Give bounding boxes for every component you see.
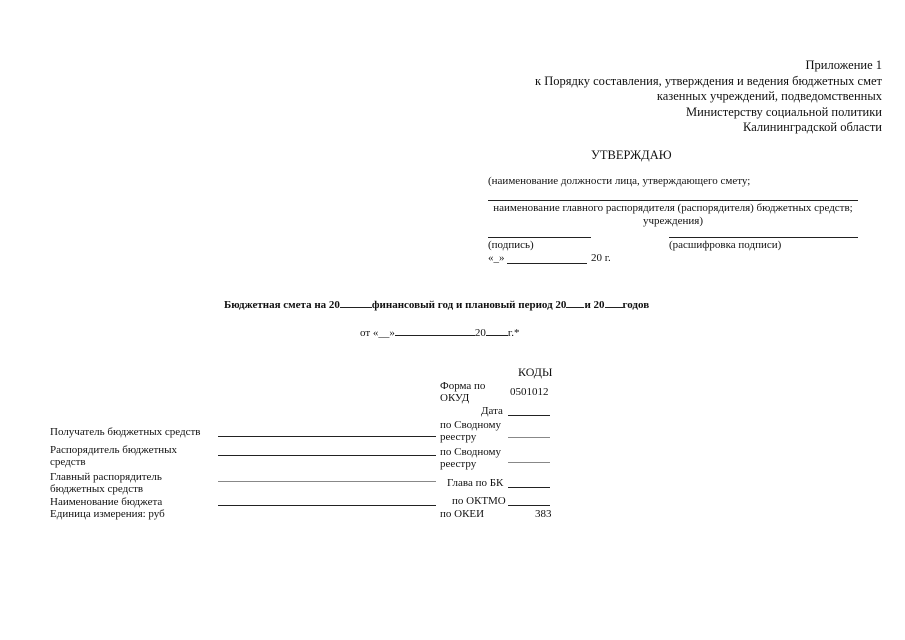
appendix-line: к Порядку составления, утверждения и ведения бюджетных смет xyxy=(535,73,882,88)
position-hint: (наименование должности лица, утверждающего смету; xyxy=(488,175,751,187)
recipient-line xyxy=(218,436,436,437)
okei-value: 383 xyxy=(535,508,552,520)
appendix-line: Министерству социальной политики xyxy=(686,104,882,119)
title-blank xyxy=(340,296,372,308)
document-title xyxy=(224,296,649,311)
distributor-hint: наименование главного распорядителя (распорядителя) бюджетных средств; учреждения) xyxy=(493,202,853,227)
signature-line xyxy=(488,237,591,238)
appendix-line: Калининградской области xyxy=(743,120,882,134)
appendix-header xyxy=(535,58,882,136)
date-code-line xyxy=(508,415,550,416)
title-part: Бюджетная смета на 20 xyxy=(224,299,340,311)
approval-date-year: 20 г. xyxy=(591,252,611,264)
appendix-line: казенных учреждений, подведомственных xyxy=(656,89,882,103)
decode-label: (расшифровка подписи) xyxy=(669,239,782,251)
title-part: финансовый год и плановый период 20 xyxy=(371,299,567,311)
manager-label: Распорядитель бюджетных средств xyxy=(50,444,178,468)
approval-date-open: «_» xyxy=(488,252,505,264)
position-line xyxy=(488,200,858,201)
codes-header: КОДЫ xyxy=(518,365,553,379)
registry-label: по Сводному реестру xyxy=(440,419,502,443)
chief-manager-line xyxy=(218,481,436,482)
date-suffix: г.* xyxy=(507,327,520,339)
budget-name-line xyxy=(218,505,436,506)
date-blank xyxy=(486,324,508,336)
title-blank xyxy=(566,296,584,308)
registry-code-line xyxy=(508,462,550,463)
okud-label: Форма по ОКУД xyxy=(440,380,486,404)
title-part: и 20 xyxy=(584,299,605,311)
budget-name-label: Наименование бюджета xyxy=(50,496,163,508)
date-code-label: Дата xyxy=(481,405,503,417)
approval-heading: УТВЕРЖДАЮ xyxy=(591,148,672,162)
approval-date-line xyxy=(507,263,587,264)
appendix-line: Приложение 1 xyxy=(805,58,882,72)
oktmo-code-line xyxy=(508,505,550,506)
decode-line xyxy=(669,237,858,238)
okud-value: 0501012 xyxy=(510,386,549,398)
bk-code-line xyxy=(508,487,550,488)
oktmo-label: по ОКТМО xyxy=(452,495,506,507)
chief-manager-label: Главный распорядитель бюджетных средств xyxy=(50,471,162,495)
date-prefix: от «__» xyxy=(360,327,395,339)
bk-label: Глава по БК xyxy=(447,477,504,489)
registry-code-line xyxy=(508,437,550,438)
unit-label: Единица измерения: руб xyxy=(50,508,165,520)
date-year: 20 xyxy=(474,327,486,339)
date-blank xyxy=(395,324,475,336)
registry-label: по Сводному реестру xyxy=(440,446,502,470)
recipient-label: Получатель бюджетных средств xyxy=(50,426,201,438)
signature-label: (подпись) xyxy=(488,239,534,251)
manager-line xyxy=(218,455,436,456)
title-blank xyxy=(605,296,623,308)
okei-label: по ОКЕИ xyxy=(440,508,485,520)
document-date xyxy=(360,324,519,339)
title-part: годов xyxy=(622,299,650,311)
